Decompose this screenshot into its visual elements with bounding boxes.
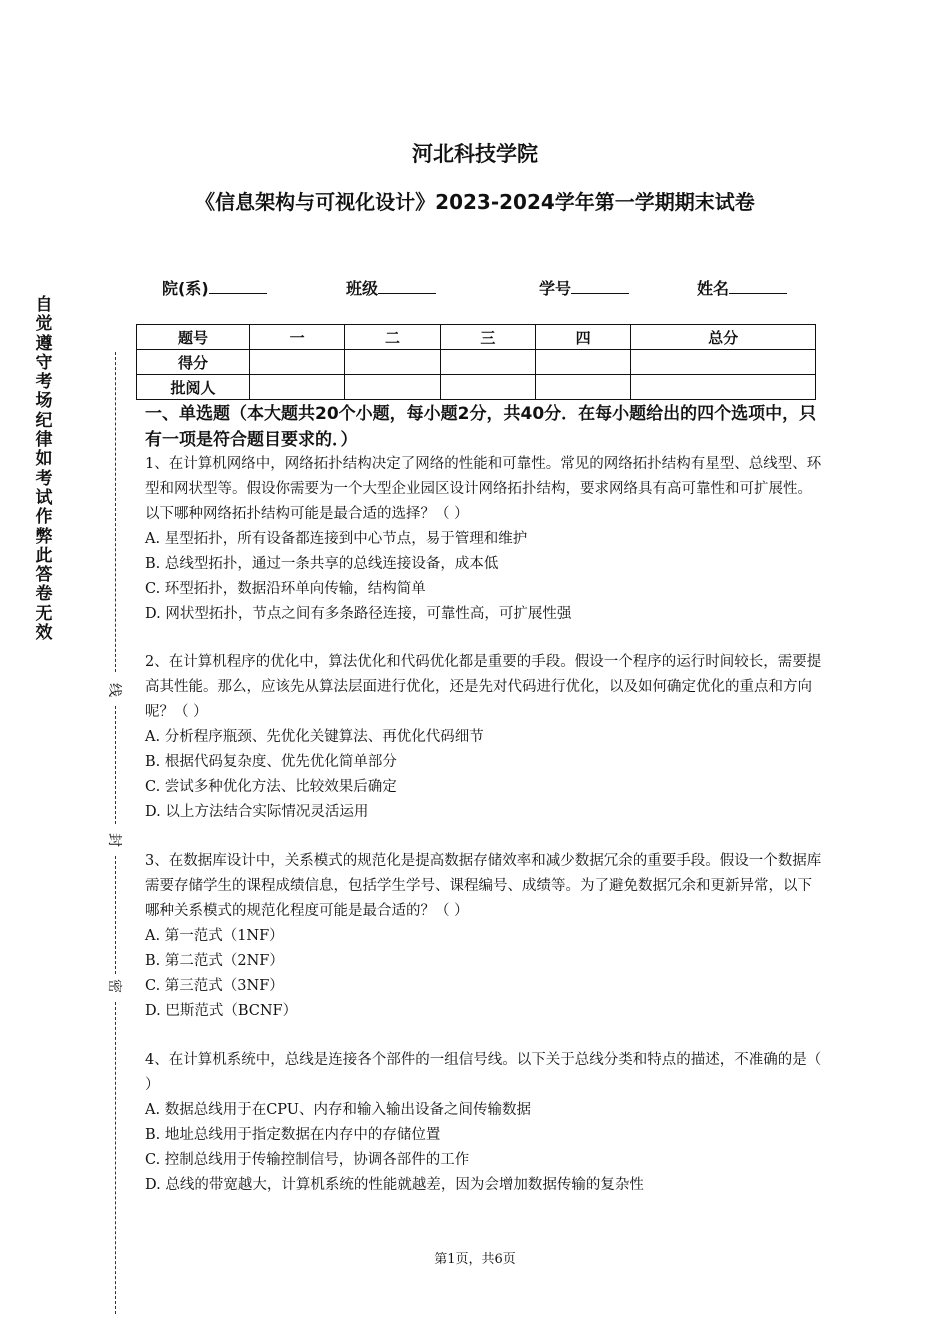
question-stem: 4、在计算机系统中，总线是连接各个部件的一组信号线。以下关于总线分类和特点的描述，不准确的是（ ） — [145, 1052, 822, 1093]
notice-char: 试 — [35, 487, 53, 508]
question-2 — [145, 650, 825, 825]
option-a[interactable]: A. 数据总线用于在CPU、内存和输入输出设备之间传输数据 — [145, 1102, 532, 1118]
option-d[interactable]: D. 网状型拓扑，节点之间有多条路径连接，可靠性高，可扩展性强 — [145, 606, 572, 622]
notice-char: 遵 — [35, 333, 53, 354]
option-d[interactable]: D. 以上方法结合实际情况灵活运用 — [145, 804, 369, 820]
exam-rules-notice — [32, 296, 56, 643]
seal-char-seal: 封 — [105, 831, 125, 849]
dept-blank[interactable] — [209, 277, 267, 294]
seal-dashed-line-mid2 — [115, 856, 116, 974]
score-table — [136, 324, 816, 400]
notice-char: 纪 — [35, 410, 53, 431]
col-header-2: 二 — [345, 325, 440, 350]
grader-cell[interactable] — [440, 375, 535, 400]
question-3 — [145, 849, 825, 1024]
score-cell[interactable] — [535, 350, 630, 375]
option-b[interactable]: B. 根据代码复杂度、优先优化简单部分 — [145, 754, 397, 770]
notice-char: 效 — [35, 623, 53, 644]
section-heading: 一、单选题（本大题共20个小题，每小题2分，共40分．在每小题给出的四个选项中，只有一项是符合题目要求的．） — [145, 404, 817, 450]
class-field[interactable] — [346, 276, 436, 299]
class-label: 班级 — [346, 279, 379, 298]
option-a[interactable]: A. 星型拓扑，所有设备都连接到中心节点，易于管理和维护 — [145, 531, 528, 547]
score-cell[interactable] — [440, 350, 535, 375]
notice-char: 弊 — [35, 526, 53, 547]
option-b[interactable]: B. 总线型拓扑，通过一条共享的总线连接设备，成本低 — [145, 556, 499, 572]
score-cell[interactable] — [631, 350, 816, 375]
dept-field[interactable] — [162, 276, 267, 299]
notice-char: 卷 — [35, 584, 53, 605]
grader-cell[interactable] — [345, 375, 440, 400]
notice-char: 场 — [35, 391, 53, 412]
page-number: 第1页，共6页 — [434, 1252, 516, 1267]
grader-cell[interactable] — [535, 375, 630, 400]
option-c[interactable]: C. 控制总线用于传输控制信号，协调各部件的工作 — [145, 1152, 470, 1168]
question-stem: 1、在计算机网络中，网络拓扑结构决定了网络的性能和可靠性。常见的网络拓扑结构有星型、总线型、环型和网状型等。假设你需要为一个大型企业园区设计网络拓扑结构，要求网络具有高可靠性和可扩展性。以下哪种网络拓扑结构可能是最合适的选择？（ ） — [145, 456, 822, 522]
row-label-score: 得分 — [137, 350, 250, 375]
row-label-question-no: 题号 — [137, 325, 250, 350]
seal-dashed-line-top — [115, 352, 116, 672]
question-stem: 2、在计算机程序的优化中，算法优化和代码优化都是重要的手段。假设一个程序的运行时间较长，需要提高其性能。那么，应该先从算法层面进行优化，还是先对代码进行优化，以及如何确定优化的重点和方向呢？（ ） — [145, 654, 822, 720]
notice-char: 考 — [35, 468, 53, 489]
notice-char: 如 — [35, 449, 53, 470]
grader-cell[interactable] — [631, 375, 816, 400]
grader-cell[interactable] — [250, 375, 345, 400]
name-field[interactable] — [697, 276, 787, 299]
option-b[interactable]: B. 第二范式（2NF） — [145, 953, 284, 969]
option-b[interactable]: B. 地址总线用于指定数据在内存中的存储位置 — [145, 1127, 441, 1143]
notice-char: 自 — [35, 295, 53, 315]
notice-char: 考 — [35, 372, 53, 393]
seal-dashed-line-mid1 — [115, 706, 116, 824]
student-id-field[interactable] — [539, 276, 629, 299]
exam-title: 《信息架构与可视化设计》2023-2024学年第一学期期末试卷 — [195, 190, 755, 214]
seal-dashed-line-bottom — [115, 1002, 116, 1314]
option-a[interactable]: A. 第一范式（1NF） — [145, 928, 284, 944]
school-title: 河北科技学院 — [412, 142, 538, 166]
col-header-total: 总分 — [631, 325, 816, 350]
score-row — [137, 350, 816, 375]
seal-char-secret: 密 — [105, 977, 125, 995]
score-table-header-row — [137, 325, 816, 350]
notice-char: 律 — [35, 430, 53, 451]
option-a[interactable]: A. 分析程序瓶颈、先优化关键算法、再优化代码细节 — [145, 729, 484, 745]
option-c[interactable]: C. 尝试多种优化方法、比较效果后确定 — [145, 779, 397, 795]
notice-char: 作 — [35, 507, 53, 528]
name-label: 姓名 — [697, 279, 730, 298]
grader-row — [137, 375, 816, 400]
col-header-4: 四 — [535, 325, 630, 350]
question-4 — [145, 1048, 825, 1198]
dept-label: 院(系) — [162, 279, 209, 298]
question-1 — [145, 452, 825, 627]
col-header-3: 三 — [440, 325, 535, 350]
option-c[interactable]: C. 环型拓扑，数据沿环单向传输，结构简单 — [145, 581, 426, 597]
notice-char: 此 — [35, 545, 53, 566]
col-header-1: 一 — [250, 325, 345, 350]
option-d[interactable]: D. 巴斯范式（BCNF） — [145, 1003, 298, 1019]
option-d[interactable]: D. 总线的带宽越大，计算机系统的性能就越差，因为会增加数据传输的复杂性 — [145, 1177, 644, 1193]
score-cell[interactable] — [250, 350, 345, 375]
student-id-blank[interactable] — [571, 277, 629, 294]
name-blank[interactable] — [729, 277, 787, 294]
option-c[interactable]: C. 第三范式（3NF） — [145, 978, 284, 994]
seal-char-line: 线 — [105, 681, 125, 699]
notice-char: 无 — [35, 603, 53, 624]
row-label-grader: 批阅人 — [137, 375, 250, 400]
question-stem: 3、在数据库设计中，关系模式的规范化是提高数据存储效率和减少数据冗余的重要手段。假设一个数据库需要存储学生的课程成绩信息，包括学生学号、课程编号、成绩等。为了避免数据冗余和更新异常，以下哪种关系模式的规范化程度可能是最合适的？（ ） — [145, 853, 822, 919]
class-blank[interactable] — [378, 277, 436, 294]
student-id-label: 学号 — [539, 279, 572, 298]
score-cell[interactable] — [345, 350, 440, 375]
notice-char: 守 — [35, 352, 53, 373]
notice-char: 觉 — [35, 314, 53, 335]
notice-char: 答 — [35, 565, 53, 586]
